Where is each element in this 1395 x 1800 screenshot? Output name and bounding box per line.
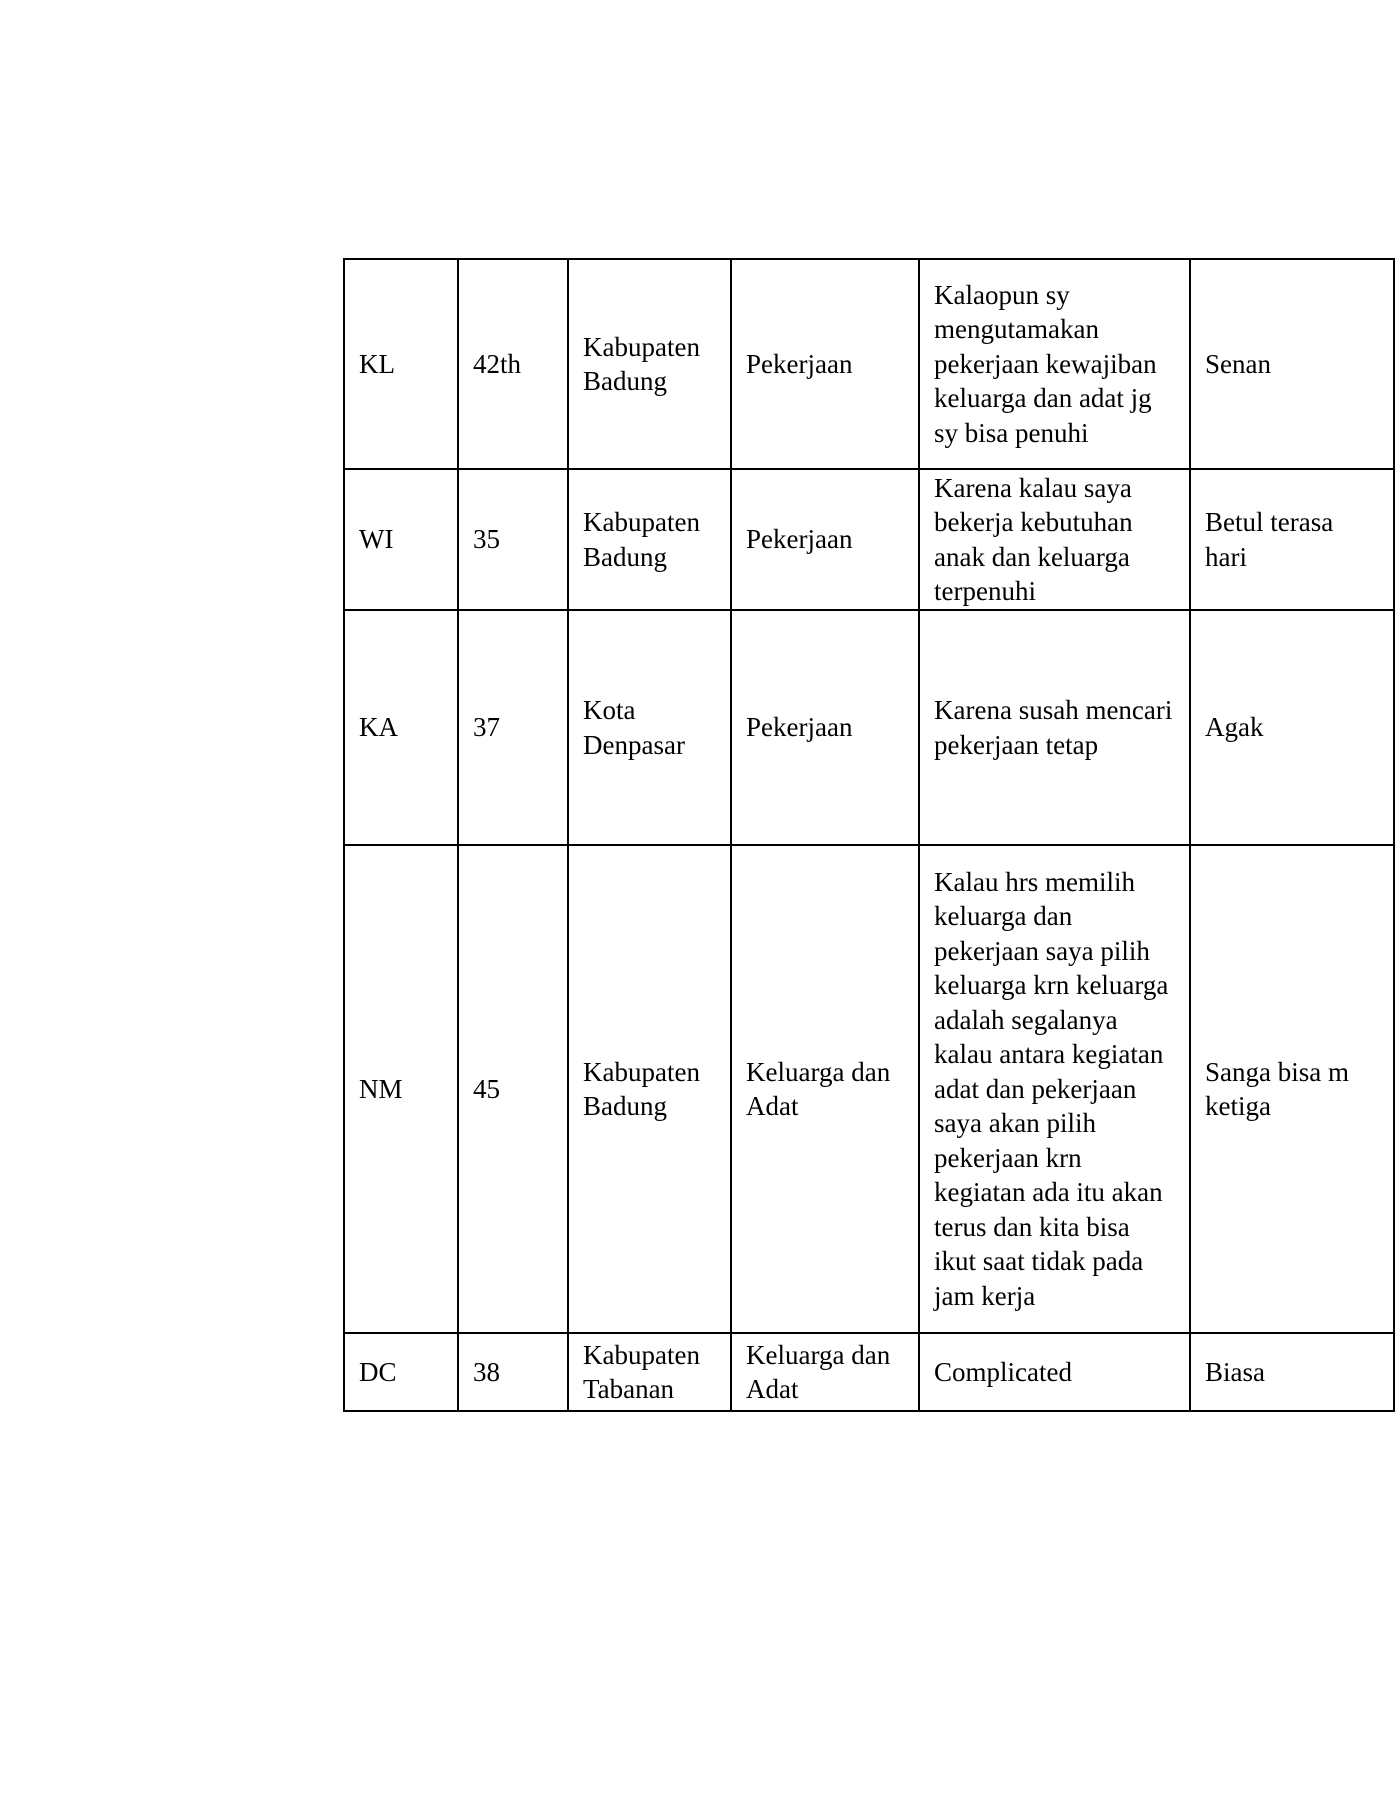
table-row xyxy=(344,259,1394,469)
reason-cell: Karena susah mencari pekerjaan tetap xyxy=(919,610,1190,845)
priority-cell: Pekerjaan xyxy=(731,469,919,610)
region-cell: Kota Denpasar xyxy=(568,610,731,845)
truncated-response-cell: Betul terasa hari xyxy=(1190,469,1394,610)
age-cell: 35 xyxy=(458,469,568,610)
reason-cell: Kalau hrs memilih keluarga dan pekerjaan saya pilih keluarga krn keluarga adalah segalanya kalau antara kegiatan adat dan pekerjaan saya akan pilih pekerjaan krn kegiatan ada itu akan terus dan kita bisa ikut saat tidak pada jam kerja xyxy=(919,845,1190,1333)
table-row xyxy=(344,610,1394,845)
priority-cell: Keluarga dan Adat xyxy=(731,845,919,1333)
respondent-code-cell: WI xyxy=(344,469,458,610)
table-row xyxy=(344,469,1394,610)
table-row xyxy=(344,1333,1394,1411)
respondent-code-cell: KL xyxy=(344,259,458,469)
priority-cell: Keluarga dan Adat xyxy=(731,1333,919,1411)
reason-cell: Karena kalau saya bekerja kebutuhan anak dan keluarga terpenuhi xyxy=(919,469,1190,610)
respondent-code-cell: DC xyxy=(344,1333,458,1411)
age-cell: 42th xyxy=(458,259,568,469)
age-cell: 37 xyxy=(458,610,568,845)
truncated-response-cell: Biasa xyxy=(1190,1333,1394,1411)
respondent-code-cell: NM xyxy=(344,845,458,1333)
region-cell: Kabupaten Badung xyxy=(568,469,731,610)
truncated-response-cell: Senan xyxy=(1190,259,1394,469)
region-cell: Kabupaten Tabanan xyxy=(568,1333,731,1411)
reason-cell: Kalaopun sy mengutamakan pekerjaan kewajiban keluarga dan adat jg sy bisa penuhi xyxy=(919,259,1190,469)
age-cell: 38 xyxy=(458,1333,568,1411)
region-cell: Kabupaten Badung xyxy=(568,845,731,1333)
region-cell: Kabupaten Badung xyxy=(568,259,731,469)
age-cell: 45 xyxy=(458,845,568,1333)
truncated-response-cell: Sanga bisa m ketiga xyxy=(1190,845,1394,1333)
respondent-code-cell: KA xyxy=(344,610,458,845)
truncated-response-cell: Agak xyxy=(1190,610,1394,845)
survey-table xyxy=(343,258,1395,1412)
priority-cell: Pekerjaan xyxy=(731,259,919,469)
priority-cell: Pekerjaan xyxy=(731,610,919,845)
table-row xyxy=(344,845,1394,1333)
reason-cell: Complicated xyxy=(919,1333,1190,1411)
